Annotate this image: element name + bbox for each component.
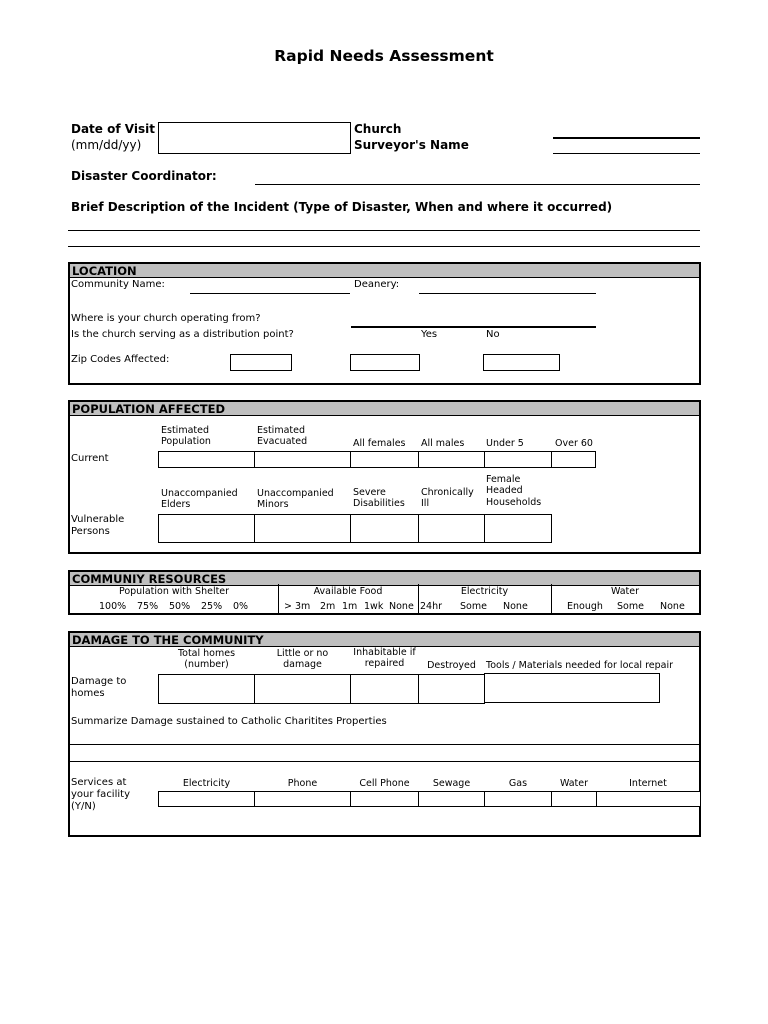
distribution-point-label: Is the church serving as a distribution point? — [71, 329, 294, 340]
incident-description-line-2[interactable] — [68, 246, 700, 247]
unaccompanied-minors-header: Unaccompanied Minors — [257, 488, 334, 511]
current-estimated-evacuated-input[interactable] — [254, 451, 351, 468]
inhabitable-if-repaired-input[interactable] — [350, 674, 419, 704]
total-homes-input[interactable] — [158, 674, 255, 704]
shelter-option-50[interactable]: 50% — [169, 601, 191, 612]
service-cell-phone-header: Cell Phone — [359, 778, 410, 789]
water-option-some[interactable]: Some — [617, 601, 644, 612]
church-input-line[interactable] — [553, 137, 700, 139]
over-60-header: Over 60 — [555, 438, 593, 449]
all-males-header: All males — [421, 438, 465, 449]
incident-description-line-1[interactable] — [68, 230, 700, 231]
service-sewage-input[interactable] — [418, 791, 485, 807]
summary-line-2[interactable] — [68, 761, 701, 762]
service-gas-input[interactable] — [484, 791, 552, 807]
destroyed-input[interactable] — [418, 674, 485, 704]
unaccompanied-elders-header: Unaccompanied Elders — [161, 488, 238, 511]
service-electricity-header: Electricity — [182, 778, 231, 789]
total-homes-header: Total homes (number) — [177, 648, 236, 671]
under-5-header: Under 5 — [486, 438, 524, 449]
community-name-input-line[interactable] — [190, 293, 350, 294]
operating-from-input-line[interactable] — [351, 326, 596, 328]
current-label: Current — [71, 453, 109, 464]
date-format-label: (mm/dd/yy) — [71, 138, 142, 152]
deanery-label: Deanery: — [354, 279, 400, 290]
zip-codes-label: Zip Codes Affected: — [71, 354, 170, 365]
service-internet-input[interactable] — [596, 791, 701, 807]
shelter-label: Population with Shelter — [118, 586, 230, 597]
current-all-females-input[interactable] — [350, 451, 419, 468]
electricity-option-24hr[interactable]: 24hr — [420, 601, 443, 612]
surveyor-name-input-line[interactable] — [553, 153, 700, 154]
date-of-visit-label: Date of Visit — [71, 122, 155, 136]
deanery-input-line[interactable] — [419, 293, 596, 294]
current-all-males-input[interactable] — [418, 451, 485, 468]
tools-materials-input[interactable] — [484, 673, 660, 703]
incident-description-label: Brief Description of the Incident (Type of Disaster, When and where it occurred) — [71, 200, 613, 214]
population-heading: POPULATION AFFECTED — [72, 402, 225, 416]
all-females-header: All females — [353, 438, 406, 449]
date-of-visit-input[interactable] — [158, 122, 351, 154]
disaster-coordinator-label: Disaster Coordinator: — [71, 169, 217, 183]
female-headed-households-input[interactable] — [484, 514, 552, 543]
water-label: Water — [610, 586, 640, 597]
chronically-ill-input[interactable] — [418, 514, 485, 543]
water-option-none[interactable]: None — [660, 601, 685, 612]
available-food-label: Available Food — [313, 586, 383, 597]
electricity-option-none[interactable]: None — [503, 601, 528, 612]
severe-disabilities-header: Severe Disabilities — [353, 487, 405, 510]
zip-code-input-2[interactable] — [350, 354, 420, 371]
damage-heading: DAMAGE TO THE COMMUNITY — [72, 633, 264, 647]
operating-from-label: Where is your church operating from? — [71, 313, 261, 324]
service-phone-header: Phone — [287, 778, 318, 789]
service-internet-header: Internet — [629, 778, 667, 789]
community-name-label: Community Name: — [71, 279, 165, 290]
church-label: Church — [354, 122, 402, 136]
current-under-5-input[interactable] — [484, 451, 552, 468]
surveyor-name-label: Surveyor's Name — [354, 138, 469, 152]
shelter-option-100[interactable]: 100% — [99, 601, 127, 612]
little-or-no-damage-input[interactable] — [254, 674, 351, 704]
damage-header — [70, 633, 699, 647]
service-electricity-input[interactable] — [158, 791, 255, 807]
food-option-1m[interactable]: 1m — [342, 601, 358, 612]
service-gas-header: Gas — [508, 778, 528, 789]
unaccompanied-elders-input[interactable] — [158, 514, 255, 543]
service-water-header: Water — [559, 778, 589, 789]
service-cell-phone-input[interactable] — [350, 791, 419, 807]
food-option-none[interactable]: None — [389, 601, 414, 612]
tools-materials-header: Tools / Materials needed for local repair — [486, 660, 674, 671]
current-estimated-population-input[interactable] — [158, 451, 255, 468]
population-header — [70, 402, 699, 416]
services-at-facility-label: Services at your facility (Y/N) — [71, 777, 130, 812]
distribution-no-option[interactable]: No — [486, 329, 500, 340]
location-header — [70, 264, 699, 278]
estimated-population-header: Estimated Population — [161, 425, 211, 448]
service-sewage-header: Sewage — [432, 778, 471, 789]
location-heading: LOCATION — [72, 264, 137, 278]
food-option-3m[interactable]: > 3m — [284, 601, 311, 612]
damage-to-homes-label: Damage to homes — [71, 676, 127, 699]
summarize-damage-label: Summarize Damage sustained to Catholic Charitites Properties — [71, 716, 387, 727]
vulnerable-persons-label: Vulnerable Persons — [71, 514, 125, 537]
food-option-2m[interactable]: 2m — [320, 601, 336, 612]
chronically-ill-header: Chronically Ill — [421, 487, 474, 510]
estimated-evacuated-header: Estimated Evacuated — [257, 425, 308, 448]
resources-header — [70, 572, 699, 586]
distribution-yes-option[interactable]: Yes — [421, 329, 438, 340]
electricity-option-some[interactable]: Some — [460, 601, 487, 612]
service-water-input[interactable] — [551, 791, 597, 807]
severe-disabilities-input[interactable] — [350, 514, 419, 543]
little-or-no-damage-header: Little or no damage — [276, 648, 329, 671]
resources-heading: COMMUNIY RESOURCES — [72, 572, 227, 586]
food-option-1wk[interactable]: 1wk — [364, 601, 384, 612]
zip-code-input-1[interactable] — [230, 354, 292, 371]
inhabitable-if-repaired-header: Inhabitable if repaired — [353, 647, 416, 670]
current-over-60-input[interactable] — [551, 451, 596, 468]
summary-line-1[interactable] — [68, 744, 701, 745]
water-option-enough[interactable]: Enough — [567, 601, 603, 612]
unaccompanied-minors-input[interactable] — [254, 514, 351, 543]
zip-code-input-3[interactable] — [483, 354, 560, 371]
destroyed-header: Destroyed — [427, 660, 476, 671]
shelter-option-25[interactable]: 25% — [201, 601, 223, 612]
electricity-label: Electricity — [460, 586, 509, 597]
service-phone-input[interactable] — [254, 791, 351, 807]
female-headed-households-header: Female Headed Households — [486, 474, 542, 508]
disaster-coordinator-input-line[interactable] — [255, 184, 700, 185]
page-title: Rapid Needs Assessment — [274, 47, 494, 65]
shelter-option-75[interactable]: 75% — [137, 601, 159, 612]
shelter-option-0[interactable]: 0% — [233, 601, 249, 612]
